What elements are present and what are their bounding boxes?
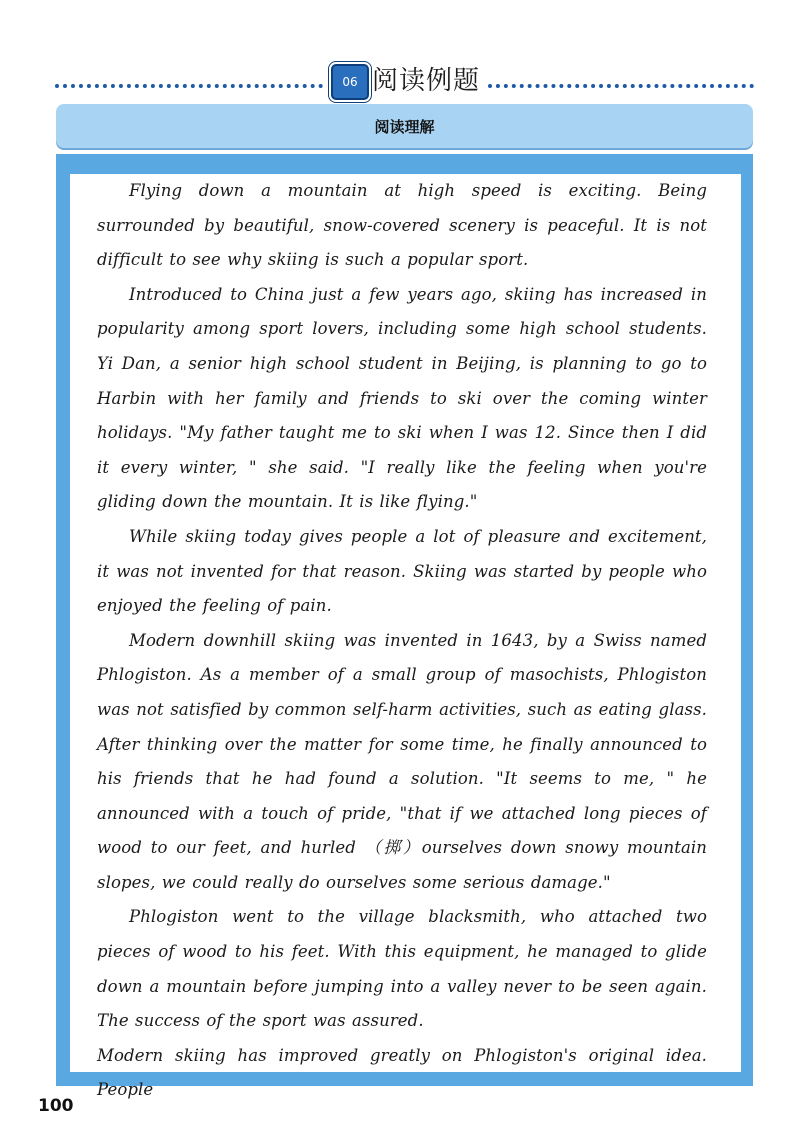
page-number: 100 (38, 1096, 74, 1116)
paragraph-6: Modern skiing has improved greatly on Phlogiston's original idea. People (97, 1045, 707, 1100)
paragraph-4: Modern downhill skiing was invented in 1643, by a Swiss named Phlogiston. As a member of a small group of masochists, Phlogiston was not satisfied by common self-harm activities, such as eating glass. After thinking over the matter for some time, he finally announced to his friends that he had found a solution. "It seems to me, " he announced with a touch of pride, "that if we attached long pieces of wood to our feet, and hurled （掷）ourselves down snowy mountain slopes, we could really do ourselves some serious damage." (97, 630, 707, 892)
paragraph-1: Flying down a mountain at high speed is exciting. Being surrounded by beautiful, snow-covered scenery is peaceful. It is not difficult to see why skiing is such a popular sport. (97, 181, 707, 270)
header-dotted-line-left (55, 84, 323, 88)
passage-text (97, 174, 707, 1108)
passage-panel (70, 174, 741, 1100)
page-title: 阅读例题 (372, 66, 481, 96)
paragraph-5: Phlogiston went to the village blacksmith, who attached two pieces of wood to his feet. With this equipment, he managed to glide down a mountain before jumping into a valley never to be seen again. The success of the sport was assured. (97, 907, 707, 1031)
section-heading: 阅读理解 (56, 104, 753, 148)
header-dotted-line-right (488, 84, 754, 88)
paragraph-2: Introduced to China just a few years ago, skiing has increased in popularity among sport lovers, including some high school students. Yi Dan, a senior high school student in Beijing, is planning to go to Harbin with her family and friends to ski over the coming winter holidays. "My father taught me to ski when I was 12. Since then I did it every winter, " she said. "I really like the feeling when you're gliding down the mountain. It is like flying." (97, 284, 707, 512)
paragraph-3: While skiing today gives people a lot of pleasure and excitement, it was not invented for that reason. Skiing was started by people who enjoyed the feeling of pain. (97, 526, 707, 616)
section-number-badge: 06 (331, 64, 369, 100)
